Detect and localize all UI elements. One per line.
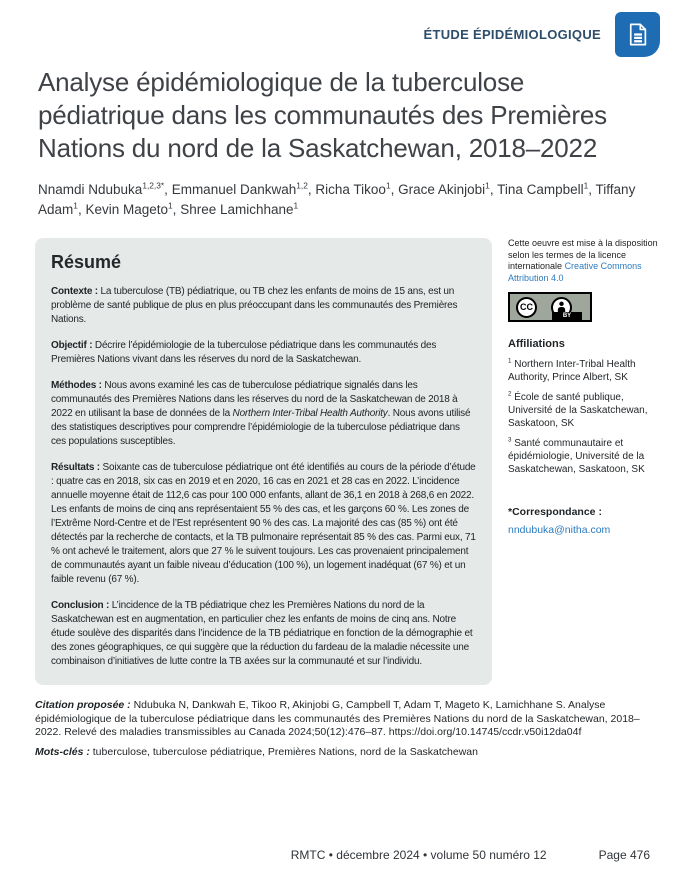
journal-info: RMTC • décembre 2024 • volume 50 numéro 12 (290, 848, 547, 862)
cc-logo-icon: CC (516, 297, 537, 318)
license-link[interactable]: Creative Commons Attribution 4.0 (508, 261, 642, 283)
license-note (508, 238, 665, 284)
affiliation-list (508, 358, 665, 476)
abstract-paragraph: Résultats : Soixante cas de tuberculose pédiatrique ont été identifiés au cours de la période d’étude : quatre cas en 2018, six cas en 2019 et en 2020, 16 cas en 2021 et 28 cas en 2022. L’incidence annuelle moyenne était de 112,6 cas pour 100 000 enfants, allant de 36,1 en 2018 à 268,6 en 2022. Les enfants de moins de cinq ans représentaient 55 % des cas, et les garçons 60 %. Les zones de l’Extrême Nord-Centre et de l’Est représentent 90 % des cas. La majorité des cas (85 %) ont été détectés par la recherche de contacts, et la TB pulmonaire représentait 85 % des cas. Parmi eux, 71 % ont achevé le traitement, alors que 27 % le suivent toujours. Les cas provenaient principalement de communautés ayant un faible niveau d’éducation (100 %), un logement inadéquat (67 %) et un faible revenu (67 %). (51, 462, 476, 585)
affiliation-item: $^3$ Santé communautaire et épidémiologie, Université de la Saskatchewan, Saskatoon, SK (508, 436, 645, 475)
sidebar (508, 238, 665, 538)
abstract-paragraph: Objectif : Décrire l’épidémiologie de la tuberculose pédiatrique dans les communautés des Premières Nations vivant dans les réserves du nord de la Saskatchewan. (51, 340, 437, 365)
abstract-sections (51, 285, 476, 669)
abstract-paragraph: Méthodes : Nous avons examiné les cas de tuberculose pédiatrique signalés dans les communautés des Premières Nations dans les réserves du nord de la Saskatchewan de 2018 à 2022 en utilisant la base de données de la Northern Inter-Tribal Health Authority. Nous avons utilisé des statistiques descriptives pour comprendre l’épidémiologie de la tuberculose pédiatrique dans ces populations susceptibles. (51, 380, 471, 447)
abstract-paragraph: Conclusion : L’incidence de la TB pédiatrique chez les Premières Nations du nord de la Saskatchewan est en augmentation, en particulier chez les enfants de moins de cinq ans. Notre étude soulève des disparités dans l’incidence de la TB pédiatrique en fonction de la démographie et des zones géographiques, ce qui suggère que la réduction du fardeau de la maladie nécessite une combinaison d’initiatives de lutte contre la TB axées sur la communauté et sur l’individu. (51, 600, 473, 667)
correspondence-label: *Correspondance : (508, 506, 602, 518)
cc-by-badge[interactable] (508, 292, 592, 322)
suggested-citation: Citation proposée : Ndubuka N, Dankwah E, Tikoo R, Akinjobi G, Campbell T, Adam T, Mageto K, Lamichhane S. Analyse épidémiologique de la tuberculose pédiatrique dans les communautés des Premières Nations du nord de la Saskatchewan, 2018–2022. Relevé des maladies transmissibles au Canada 2024;50(12):476–87. https://doi.org/10.14745/ccdr.v50i12da04f (35, 699, 640, 738)
affiliation-item: $^2$ École de santé publique, Université de la Saskatchewan, Saskatoon, SK (508, 390, 648, 429)
main-content (35, 238, 665, 685)
article-category-label: ÉTUDE ÉPIDÉMIOLOGIQUE (423, 27, 601, 42)
page-footer (291, 848, 650, 862)
document-icon (615, 12, 660, 57)
author-list: Nnamdi Ndubuka$^{1,2,3*}$, Emmanuel Dankwah$^{1,2}$, Richa Tikoo$^1$, Grace Akinjobi$^1$, Tina Campbell$^1$, Tiffany Adam$^1$, Kevin Mageto$^1$, Shree Lamichhane$^1$ (38, 180, 636, 217)
keywords-line: Mots-clés : tuberculose, tuberculose pédiatrique, Premières Nations, nord de la Saskatchewan (35, 745, 478, 758)
article-header (424, 12, 660, 57)
abstract-box (35, 238, 492, 685)
affiliations-heading: Affiliations (508, 338, 565, 350)
correspondence-email[interactable]: nndubuka@nitha.com (508, 524, 611, 536)
abstract-paragraph: Contexte : La tuberculose (TB) pédiatrique, ou TB chez les enfants de moins de 15 ans, est un problème de santé publique de plus en plus préoccupant dans les communautés des Premières Nations. (51, 286, 458, 325)
abstract-heading: Résumé (51, 252, 122, 272)
page-number: Page 476 (598, 848, 650, 862)
affiliation-item: $^1$ Northern Inter-Tribal Health Authority, Prince Albert, SK (508, 357, 636, 383)
cc-by-label: BY (552, 312, 582, 320)
article-title: Analyse épidémiologique de la tuberculose pédiatrique dans les communautés des Premières Nations du nord de la Saskatchewan, 2018–2022 (38, 67, 607, 163)
license-text: Cette oeuvre est mise à la disposition selon les termes de la licence internationale (508, 238, 658, 271)
